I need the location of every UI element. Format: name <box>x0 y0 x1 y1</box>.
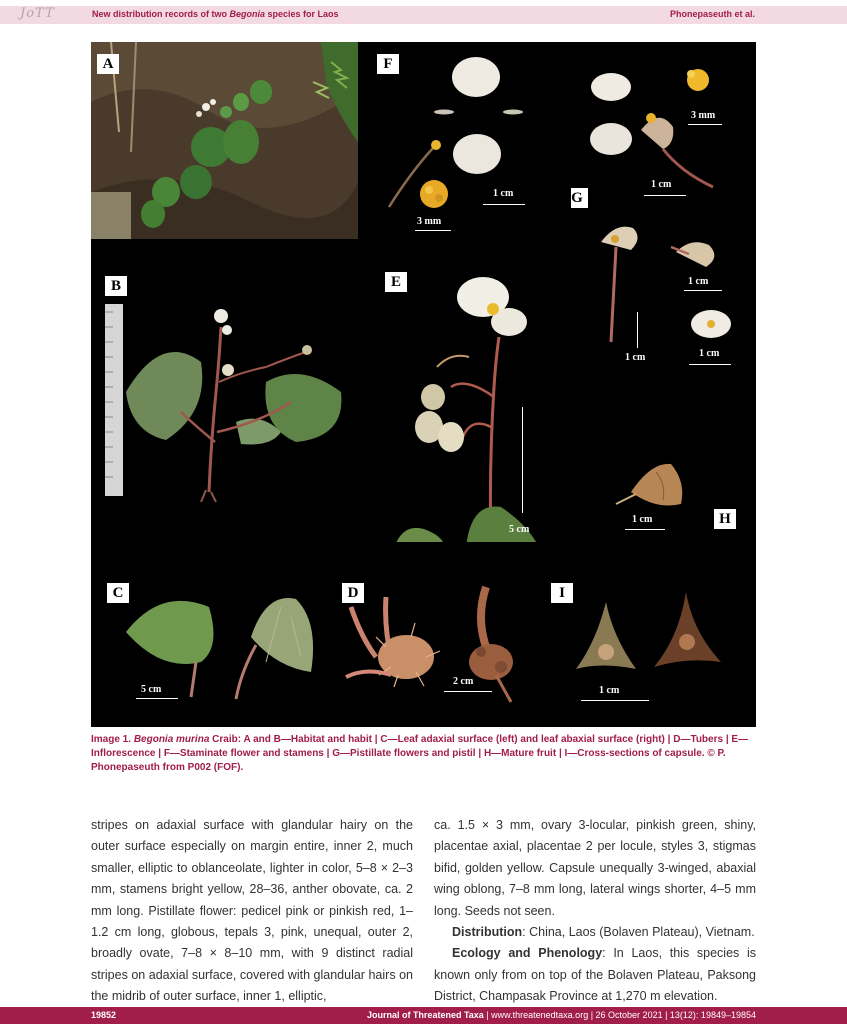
inflorescence-illustration <box>371 267 571 542</box>
f-scale-3mm-bar <box>415 230 451 231</box>
g-scale-1cm-a-bar <box>684 290 722 291</box>
panel-e-inflorescence <box>371 267 571 542</box>
distribution-label: Distribution <box>452 925 523 940</box>
f-scale-1cm-bar <box>483 204 525 205</box>
panel-label-b: B <box>105 276 127 296</box>
running-title-post: species for Laos <box>265 9 339 19</box>
d-scale-2cm-bar <box>444 691 492 692</box>
panel-f-staminate-flower <box>371 42 571 237</box>
ecology-text: : In Laos, this species is known only from on top of the Bolaven Plateau, Paksong District, Champasak Province at 1,270 m elevation. <box>434 946 757 1004</box>
panel-b-habit <box>91 272 361 502</box>
ecology-paragraph <box>434 943 756 1007</box>
running-authors: Phonepaseuth et al. <box>669 9 755 19</box>
body-left-column <box>91 815 413 1008</box>
f-scale-3mm-text: 3 mm <box>417 216 442 227</box>
panel-label-a: A <box>97 54 119 74</box>
panel-label-f: F <box>377 54 399 74</box>
i-scale-1cm-text: 1 cm <box>599 685 620 696</box>
capsule-sections-illustration <box>551 577 756 707</box>
c-scale-5cm-bar <box>136 698 178 699</box>
f-scale-1cm-text: 1 cm <box>493 188 514 199</box>
g-scale-1cm-c-text: 1 cm <box>699 348 720 359</box>
h-scale-1cm-bar <box>625 529 665 530</box>
h-scale-1cm-text: 1 cm <box>632 514 653 525</box>
panel-a-habitat-photo <box>91 42 358 239</box>
pistillate-flowers-illustration <box>571 42 756 377</box>
g-scale-1cm-a-text: 1 cm <box>688 276 709 287</box>
e-scale-5cm-bar <box>522 407 523 513</box>
footer-citation <box>367 1010 756 1020</box>
caption-text: Craib: A and B—Habitat and habit | C—Leaf adaxial surface (left) and leaf abaxial surface (right) | D—Tubers | E—Inflorescence | F—Staminate flower and stamens | G—Pistillate flowers and pistil | H—Mature fruit | I—Cross-sections of capsule. © P. Phonepaseuth from P002 (FOF). <box>91 734 749 773</box>
figure-plate <box>91 42 756 727</box>
distribution-text: : China, Laos (Bolaven Plateau), Vietnam. <box>522 925 755 940</box>
panel-label-e: E <box>385 272 407 292</box>
panel-label-c: C <box>107 583 129 603</box>
panel-i-capsule-sections <box>551 577 756 707</box>
staminate-flower-illustration <box>371 42 571 237</box>
body-right-paragraph: ca. 1.5 × 3 mm, ovary 3-locular, pinkish green, shiny, placentae axial, placentae 2 per locule, styles 3, stigmas bifid, golden yellow. Capsule unequally 3-winged, abaxial wing oblong, 7–8 mm long, lateral wings shorter, 4–5 mm long. Seeds not seen. <box>434 818 756 918</box>
footer-citation-rest: | www.threatenedtaxa.org | 26 October 2021 | 13(12): 19849–19854 <box>483 1010 756 1020</box>
panel-c-leaves <box>91 577 331 707</box>
panel-d-tubers <box>336 577 536 707</box>
g-scale-3mm-text: 3 mm <box>691 110 716 121</box>
habit-illustration <box>91 272 361 502</box>
distribution-paragraph <box>434 922 756 943</box>
ecology-label: Ecology and Phenology <box>452 946 603 961</box>
panel-label-i: I <box>551 583 573 603</box>
running-title-genus: Begonia <box>229 9 266 19</box>
running-title-pre: New distribution records of two <box>92 9 230 19</box>
running-title <box>92 9 339 19</box>
footer-journal: Journal of Threatened Taxa <box>366 1010 484 1020</box>
panel-label-g: G <box>571 188 588 208</box>
figure-caption <box>91 733 756 775</box>
caption-species: Begonia murina <box>133 734 210 745</box>
panel-h-mature-fruit <box>601 442 756 537</box>
body-left-paragraph: stripes on adaxial surface with glandular hairy on the outer surface especially on margin entire, inner 2, much smaller, elliptic to oblanceolate, lighter in color, 5–8 × 2–3 mm, stamens bright yellow, 28–36, anther obovate, ca. 2 mm long. Pistillate flower: pedicel pink or pinkish red, 1–1.2 cm long, globous, tepals 3, pink, unequal, outer 2, broadly ovate, 7–8 × 8–10 mm, with 9 distinct radial stripes on adaxial surface, covered with glandular hairs on the midrib of outer surface, inner 1, elliptic, <box>91 818 413 1004</box>
i-scale-1cm-bar <box>581 700 649 701</box>
e-scale-5cm-text: 5 cm <box>509 524 530 535</box>
g-scale-1cm-top-bar <box>644 195 686 196</box>
page-footer <box>0 1007 847 1024</box>
c-scale-5cm-text: 5 cm <box>141 684 162 695</box>
d-scale-2cm-text: 2 cm <box>453 676 474 687</box>
panel-g-pistillate-flowers <box>571 42 756 377</box>
g-scale-1cm-c-bar <box>689 364 731 365</box>
habitat-illustration <box>91 42 358 239</box>
body-right-column <box>434 815 756 1008</box>
g-scale-1cm-b-text: 1 cm <box>625 352 646 363</box>
panel-label-d: D <box>342 583 364 603</box>
panel-label-h: H <box>714 509 736 529</box>
g-scale-1cm-top-text: 1 cm <box>651 179 672 190</box>
g-scale-1cm-b-bar <box>637 312 638 348</box>
journal-logo: JoTT <box>20 6 55 21</box>
g-scale-3mm-bar <box>688 124 722 125</box>
tubers-illustration <box>336 577 536 707</box>
caption-prefix: Image 1. <box>91 734 134 745</box>
page-number: 19852 <box>91 1010 117 1020</box>
